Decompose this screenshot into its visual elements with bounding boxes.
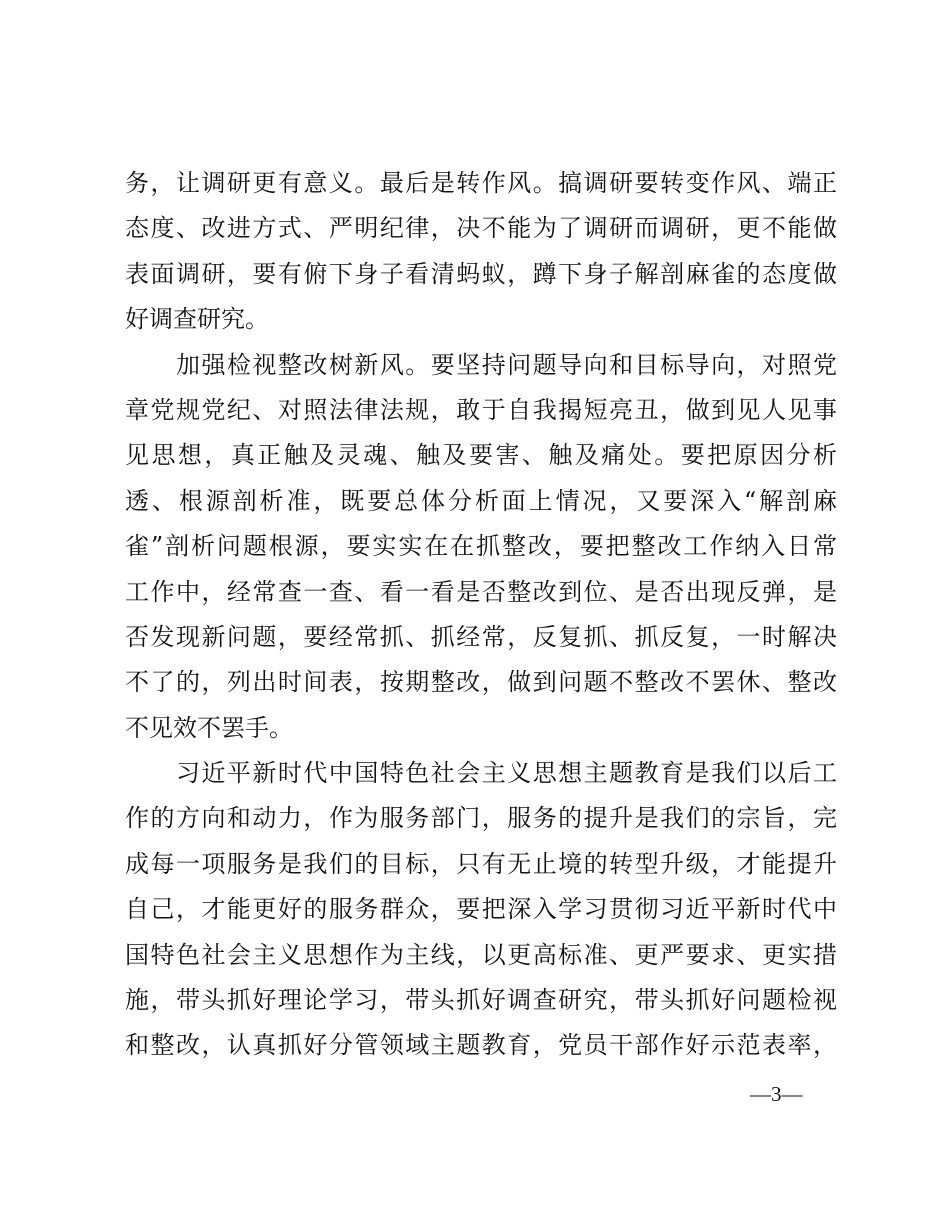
text-line: 见思想，真正触及灵魂、触及要害、触及痛处。要把原因分析 [125, 441, 837, 470]
text-line: 工作中，经常查一查、看一看是否整改到位、是否出现反弹，是 [125, 577, 837, 606]
text-line: 态度、改进方式、严明纪律，决不能为了调研而调研，更不能做 [125, 214, 837, 243]
text-line: 不了的，列出时间表，按期整改，做到问题不整改不罢休、整改 [125, 668, 837, 697]
text-line: 好调查研究。 [125, 305, 269, 334]
text-line: 章党规党纪、对照法律法规，敢于自我揭短亮丑，做到见人见事 [125, 395, 837, 424]
text-line: 成每一项服务是我们的目标，只有无止境的转型升级，才能提升 [125, 849, 837, 878]
text-line: 自己，才能更好的服务群众，要把深入学习贯彻习近平新时代中 [125, 895, 837, 924]
text-line: 和整改，认真抓好分管领域主题教育，党员干部作好示范表率， [125, 1031, 837, 1060]
text-line: 否发现新问题，要经常抓、抓经常，反复抓、抓反复，一时解决 [125, 622, 837, 651]
page-number: —3— [750, 1082, 803, 1106]
text-line: 透、根源剖析准，既要总体分析面上情况，又要深入“解剖麻 [125, 486, 837, 515]
text-line: 务，让调研更有意义。最后是转作风。搞调研要转变作风、端正 [125, 169, 837, 197]
text-line: 习近平新时代中国特色社会主义思想主题教育是我们以后工 [125, 759, 837, 788]
text-line: 表面调研，要有俯下身子看清蚂蚁，蹲下身子解剖麻雀的态度做 [125, 259, 837, 288]
text-line: 雀”剖析问题根源，要实实在在抓整改，要把整改工作纳入日常 [125, 532, 837, 561]
body-text [125, 161, 837, 1069]
text-line: 作的方向和动力，作为服务部门，服务的提升是我们的宗旨，完 [125, 804, 837, 833]
text-line: 施，带头抓好理论学习，带头抓好调查研究，带头抓好问题检视 [125, 986, 837, 1015]
text-line: 加强检视整改树新风。要坚持问题导向和目标导向，对照党 [125, 350, 837, 379]
text-line: 国特色社会主义思想作为主线，以更高标准、更严要求、更实措 [125, 940, 837, 969]
text-line: 不见效不罢手。 [125, 713, 293, 742]
